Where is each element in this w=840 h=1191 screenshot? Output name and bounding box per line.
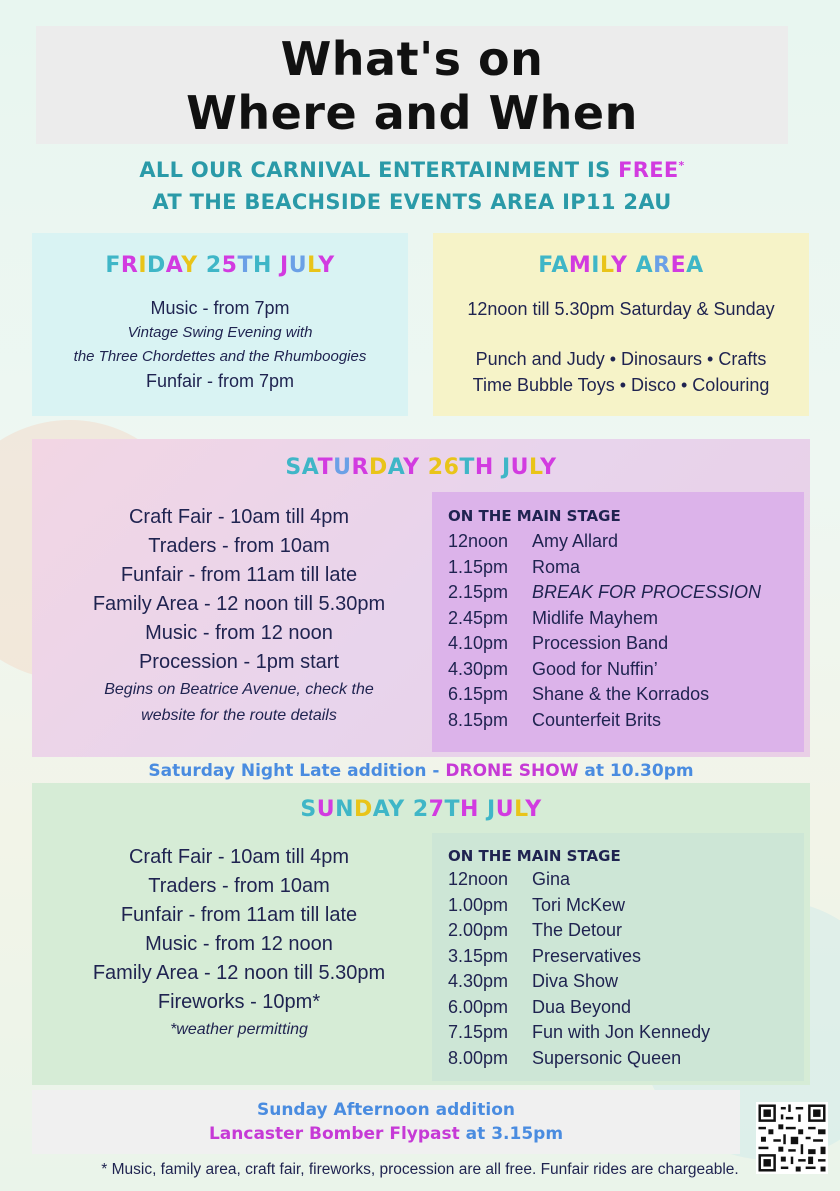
act-name: Supersonic Queen — [532, 1047, 682, 1068]
act-row — [448, 944, 804, 970]
event-item: Craft Fair - 10am till 4pm — [128, 846, 350, 868]
footnote: * Music, family area, craft fair, fireworks, procession are all free. Funfair rides are chargeable. — [101, 1161, 739, 1178]
family-area-heading: FAMILY AREA — [538, 253, 704, 278]
family-area-details — [433, 296, 809, 398]
page-title — [36, 32, 788, 140]
act-name: Shane & the Korrados — [532, 684, 710, 704]
act-time: 2.15pm — [448, 582, 509, 602]
family-activities: Time Bubble Toys • Disco • Colouring — [472, 375, 770, 395]
act-name: Midlife Mayhem — [532, 607, 659, 628]
event-item: Traders - from 10am — [148, 535, 330, 557]
act-name: Counterfeit Brits — [532, 709, 662, 730]
act-row — [448, 893, 804, 919]
title-line-2: Where and When — [186, 86, 638, 140]
act-time: 4.30pm — [448, 658, 509, 679]
afternoon-addition-detail — [32, 1122, 740, 1146]
act-row — [448, 1046, 804, 1072]
friday-details — [32, 296, 408, 394]
saturday-acts — [448, 529, 804, 733]
event-item: Music - from 12 noon — [145, 933, 333, 955]
act-name: BREAK FOR PROCESSION — [532, 582, 762, 602]
act-row — [448, 606, 804, 632]
afternoon-addition-label: Sunday Afternoon addition — [256, 1100, 515, 1120]
family-activities: Punch and Judy • Dinosaurs • Crafts — [475, 349, 767, 369]
act-time: 3.15pm — [448, 945, 509, 966]
saturday-events — [44, 503, 434, 729]
act-row — [448, 918, 804, 944]
act-time: 7.15pm — [448, 1022, 509, 1042]
act-row — [448, 657, 804, 683]
family-hours: 12noon till 5.30pm Saturday & Sunday — [467, 299, 775, 319]
act-name: Dua Beyond — [532, 996, 632, 1017]
late-addition-time: at 10.30pm — [578, 761, 694, 781]
act-time: 8.15pm — [448, 709, 509, 730]
friday-panel — [32, 233, 408, 416]
act-row — [448, 631, 804, 657]
event-item: Family Area - 12 noon till 5.30pm — [92, 593, 386, 615]
act-name: Preservatives — [532, 945, 642, 966]
event-item: Traders - from 10am — [148, 875, 330, 897]
procession-note: Begins on Beatrice Avenue, check the — [104, 681, 374, 698]
act-name: Procession Band — [532, 633, 669, 653]
event-item: Family Area - 12 noon till 5.30pm — [92, 962, 386, 984]
act-name: The Detour — [532, 920, 623, 940]
act-time: 4.10pm — [448, 633, 509, 653]
weather-note: *weather permitting — [170, 1021, 308, 1038]
act-name: Gina — [532, 869, 571, 889]
sunday-events — [44, 843, 434, 1043]
event-item: Fireworks - 10pm* — [157, 991, 321, 1013]
event-item: Music - from 12 noon — [145, 622, 333, 644]
act-row — [448, 682, 804, 708]
free-footnote-mark: * — [678, 159, 685, 172]
act-name: Tori McKew — [532, 894, 626, 915]
drone-show-highlight: DRONE SHOW — [445, 761, 579, 781]
family-area-panel — [433, 233, 809, 416]
subtitle-line-1: ALL OUR CARNIVAL ENTERTAINMENT IS — [139, 158, 619, 182]
event-item: Procession - 1pm start — [138, 651, 340, 673]
friday-line: the Three Chordettes and the Rhumboogies — [73, 348, 367, 365]
sunday-acts — [448, 867, 804, 1071]
title-banner — [36, 26, 788, 144]
subtitle — [36, 150, 788, 218]
afternoon-addition-banner — [32, 1090, 740, 1154]
friday-line: Funfair - from 7pm — [145, 371, 295, 391]
act-name: Fun with Jon Kennedy — [532, 1022, 711, 1042]
act-row — [448, 969, 804, 995]
saturday-heading: SATURDAY 26TH JULY — [285, 455, 557, 480]
act-time: 2.00pm — [448, 920, 509, 940]
event-item: Funfair - from 11am till late — [120, 904, 358, 926]
event-item: Funfair - from 11am till late — [120, 564, 358, 586]
act-name: Diva Show — [532, 971, 619, 991]
saturday-stage-title: ON THE MAIN STAGE — [448, 507, 621, 525]
act-time: 1.00pm — [448, 894, 509, 915]
act-time: 12noon — [448, 869, 509, 889]
act-time: 6.00pm — [448, 996, 509, 1017]
sunday-heading: SUNDAY 27TH JULY — [300, 797, 542, 822]
act-name: Good for Nuffin’ — [532, 658, 658, 679]
act-time: 4.30pm — [448, 971, 509, 991]
act-row — [448, 867, 804, 893]
title-line-1: What's on — [280, 32, 544, 86]
act-row — [448, 529, 804, 555]
act-time: 12noon — [448, 531, 509, 551]
act-time: 8.00pm — [448, 1047, 509, 1068]
saturday-main-stage — [432, 492, 804, 752]
procession-note: website for the route details — [141, 707, 337, 724]
act-row — [448, 580, 804, 606]
free-highlight: FREE — [618, 158, 679, 182]
act-name: Roma — [532, 556, 581, 577]
act-time: 6.15pm — [448, 684, 509, 704]
flypast-time: at 3.15pm — [459, 1124, 564, 1144]
act-name: Amy Allard — [532, 531, 619, 551]
act-row — [448, 1020, 804, 1046]
act-row — [448, 708, 804, 734]
act-time: 1.15pm — [448, 556, 509, 577]
act-row — [448, 555, 804, 581]
friday-line: Vintage Swing Evening with — [127, 324, 313, 341]
subtitle-line-2: AT THE BEACHSIDE EVENTS AREA IP11 2AU — [152, 190, 672, 214]
act-row — [448, 995, 804, 1021]
sunday-main-stage — [432, 833, 804, 1081]
friday-line: Music - from 7pm — [150, 298, 290, 318]
sunday-stage-title: ON THE MAIN STAGE — [448, 847, 621, 865]
late-addition-banner — [32, 758, 810, 784]
friday-heading: FRIDAY 25TH JULY — [105, 253, 335, 278]
act-time: 2.45pm — [448, 607, 509, 628]
flypast-highlight: Lancaster Bomber Flypast — [208, 1124, 460, 1144]
event-item: Craft Fair - 10am till 4pm — [128, 506, 350, 528]
late-addition-label: Saturday Night Late addition - — [148, 761, 446, 781]
